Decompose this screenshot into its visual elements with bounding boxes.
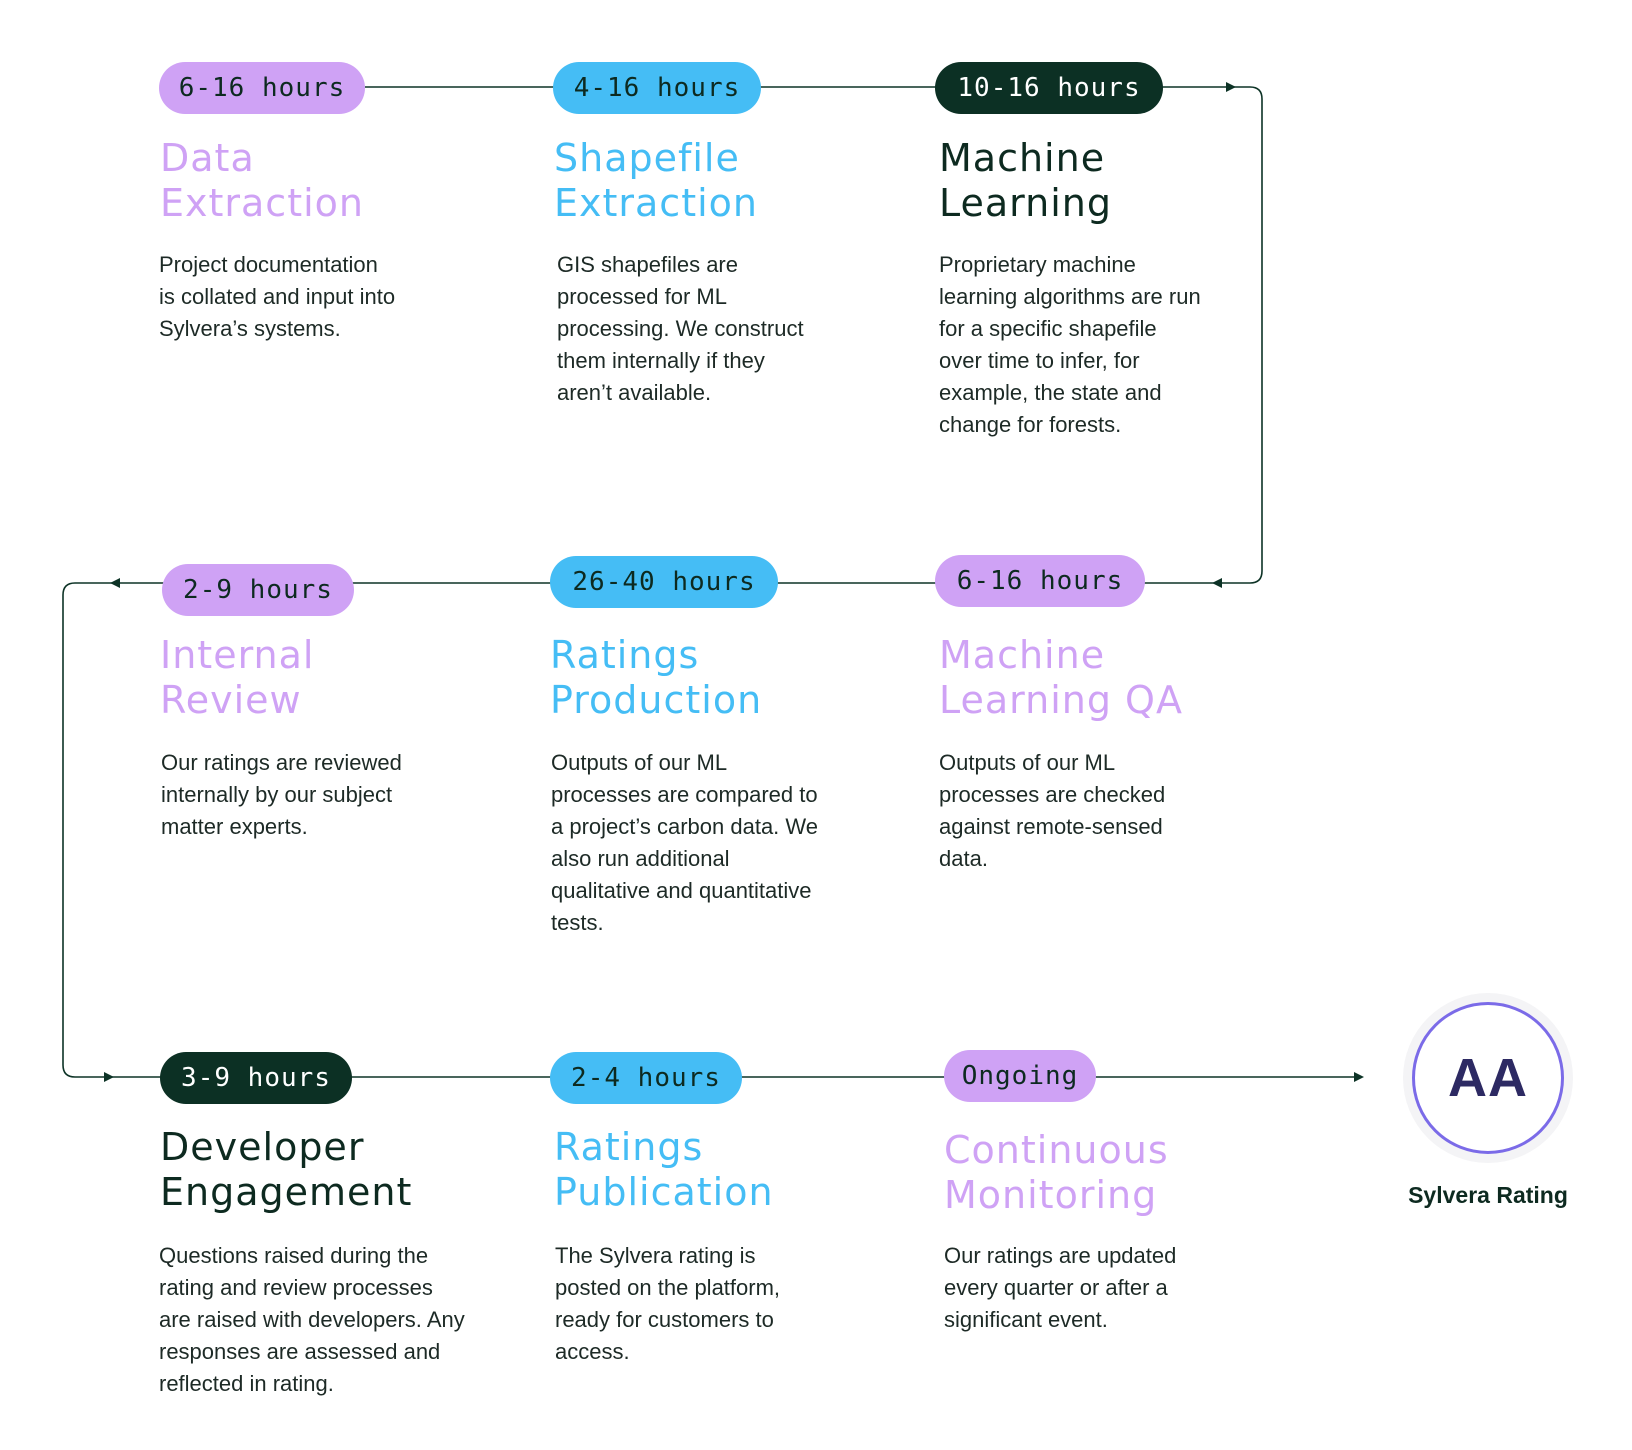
- step-title-line: Review: [160, 678, 302, 722]
- step-title-line: Developer: [160, 1125, 365, 1169]
- desc-line: matter experts.: [161, 814, 308, 839]
- desc-line: significant event.: [944, 1307, 1108, 1332]
- duration-pill: Ongoing: [944, 1050, 1096, 1102]
- step-title-line: Internal: [160, 633, 315, 677]
- step-description: [161, 747, 461, 843]
- desc-line: internally by our subject: [161, 782, 393, 807]
- duration-pill: 4-16 hours: [553, 62, 761, 114]
- desc-line: processed for ML: [557, 284, 727, 309]
- desc-line: is collated and input into: [159, 284, 396, 309]
- duration-pill: 26-40 hours: [550, 556, 778, 608]
- desc-line: processes are compared to: [551, 782, 818, 807]
- desc-line: a project’s carbon data. We: [551, 814, 819, 839]
- desc-line: Our ratings are updated: [944, 1243, 1177, 1268]
- step-title-line: Shapefile: [554, 136, 740, 180]
- arrow-to-rating: [1354, 1072, 1364, 1082]
- desc-line: tests.: [551, 910, 604, 935]
- desc-line: responses are assessed and: [159, 1339, 441, 1364]
- desc-line: against remote-sensed: [939, 814, 1163, 839]
- step-description: [159, 1240, 465, 1400]
- duration-pill: 3-9 hours: [160, 1052, 352, 1104]
- step-description: [939, 249, 1239, 441]
- step-title-line: Monitoring: [944, 1173, 1158, 1217]
- arrow-row2-end: [110, 578, 120, 588]
- desc-line: processes are checked: [939, 782, 1166, 807]
- step-title: [939, 136, 1112, 226]
- desc-line: change for forests.: [939, 412, 1122, 437]
- arrow-row3-start: [104, 1072, 114, 1082]
- step-title: [944, 1128, 1169, 1218]
- desc-line: for a specific shapefile: [939, 316, 1157, 341]
- step-description: [159, 249, 459, 345]
- duration-pill: 10-16 hours: [935, 62, 1163, 114]
- desc-line: qualitative and quantitative: [551, 878, 812, 903]
- desc-line: reflected in rating.: [159, 1371, 334, 1396]
- step-title: [160, 633, 314, 723]
- desc-line: Project documentation: [159, 252, 378, 277]
- desc-line: rating and review processes: [159, 1275, 433, 1300]
- step-title-line: Data: [160, 136, 255, 180]
- desc-line: ready for customers to: [555, 1307, 774, 1332]
- step-title-line: Learning QA: [939, 678, 1183, 722]
- step-title-line: Machine: [939, 633, 1106, 677]
- step-title-line: Extraction: [554, 181, 758, 225]
- desc-line: also run additional: [551, 846, 730, 871]
- desc-line: Proprietary machine: [939, 252, 1136, 277]
- desc-line: are raised with developers. Any: [159, 1307, 465, 1332]
- desc-line: Outputs of our ML: [939, 750, 1116, 775]
- step-description: [555, 1240, 855, 1368]
- desc-line: Outputs of our ML: [551, 750, 728, 775]
- step-title-line: Production: [550, 678, 763, 722]
- step-title-line: Ratings: [550, 633, 700, 677]
- step-title-line: Extraction: [160, 181, 364, 225]
- desc-line: The Sylvera rating is: [555, 1243, 756, 1268]
- step-title: [160, 136, 364, 226]
- step-title-line: Continuous: [944, 1128, 1169, 1172]
- desc-line: example, the state and: [939, 380, 1162, 405]
- step-description: [551, 747, 851, 939]
- step-title-line: Publication: [554, 1170, 774, 1214]
- desc-line: learning algorithms are run: [939, 284, 1201, 309]
- step-title-line: Engagement: [160, 1170, 413, 1214]
- step-description: [939, 747, 1239, 875]
- duration-pill: 6-16 hours: [935, 555, 1145, 607]
- step-title-line: Learning: [939, 181, 1112, 225]
- step-description: [944, 1240, 1244, 1336]
- step-title-line: Machine: [939, 136, 1106, 180]
- step-title: [550, 633, 762, 723]
- desc-line: them internally if they: [557, 348, 765, 373]
- desc-line: over time to infer, for: [939, 348, 1140, 373]
- step-description: [557, 249, 857, 409]
- step-title: [939, 633, 1183, 723]
- desc-line: Our ratings are reviewed: [161, 750, 402, 775]
- desc-line: every quarter or after a: [944, 1275, 1168, 1300]
- arrow-row1-end: [1226, 82, 1236, 92]
- desc-line: data.: [939, 846, 988, 871]
- duration-pill: 2-9 hours: [162, 564, 354, 616]
- step-title: [554, 1125, 774, 1215]
- desc-line: GIS shapefiles are: [557, 252, 738, 277]
- rating-badge: [1403, 993, 1573, 1163]
- desc-line: Sylvera’s systems.: [159, 316, 341, 341]
- rating-label: Sylvera Rating: [1408, 1182, 1568, 1208]
- desc-line: access.: [555, 1339, 630, 1364]
- rating-grade: AA: [1448, 1048, 1528, 1108]
- desc-line: Questions raised during the: [159, 1243, 429, 1268]
- desc-line: aren’t available.: [557, 380, 712, 405]
- desc-line: processing. We construct: [557, 316, 804, 341]
- duration-pill: 2-4 hours: [550, 1052, 742, 1104]
- duration-pill: 6-16 hours: [159, 62, 365, 114]
- step-title-line: Ratings: [554, 1125, 704, 1169]
- rating-ring: [1412, 1002, 1564, 1154]
- desc-line: posted on the platform,: [555, 1275, 781, 1300]
- step-title: [160, 1125, 412, 1215]
- step-title: [554, 136, 758, 226]
